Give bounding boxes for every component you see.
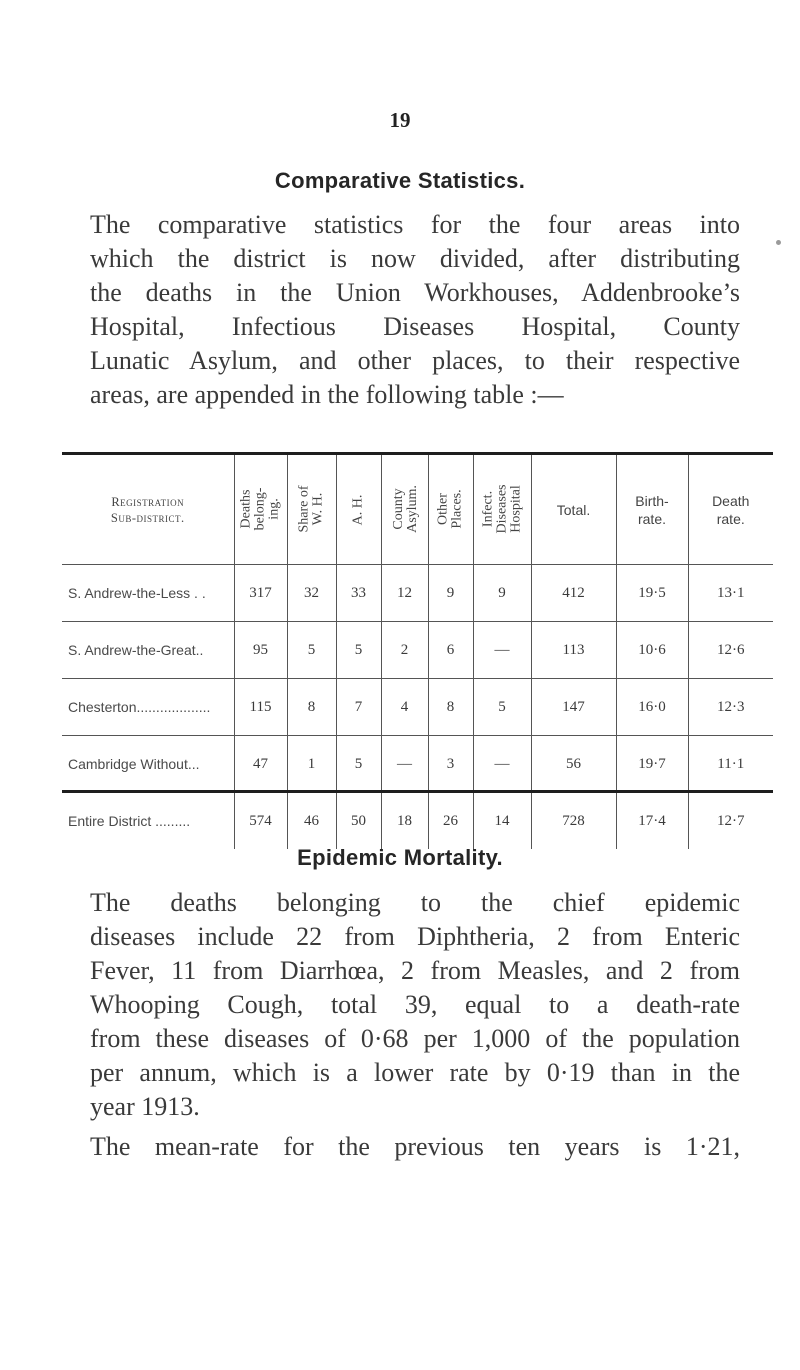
mean-rate-paragraph xyxy=(90,1130,740,1164)
cell-ah: 7 xyxy=(336,679,381,736)
table-row xyxy=(62,622,773,679)
header-text: Asylum. xyxy=(404,485,420,533)
cell-deaths-belonging: 95 xyxy=(234,622,287,679)
cell-infect-diseases-hospital: — xyxy=(473,736,531,793)
cell-infect-diseases-hospital: 14 xyxy=(473,793,531,850)
cell-share-of-wh: 46 xyxy=(287,793,336,850)
paragraph-line: per annum, which is a lower rate by 0·19 than in the xyxy=(90,1058,740,1087)
cell-other-places: 8 xyxy=(428,679,473,736)
header-death-rate xyxy=(688,455,773,565)
cell-infect-diseases-hospital: 5 xyxy=(473,679,531,736)
header-text: rate. xyxy=(716,510,745,527)
cell-total: 147 xyxy=(531,679,616,736)
paragraph-line: year 1913. xyxy=(90,1092,200,1121)
row-label: Cambridge Without... xyxy=(62,736,234,793)
cell-other-places: 26 xyxy=(428,793,473,850)
header-county-asylum xyxy=(381,455,428,565)
cell-share-of-wh: 32 xyxy=(287,565,336,622)
cell-share-of-wh: 1 xyxy=(287,736,336,793)
cell-total: 412 xyxy=(531,565,616,622)
header-share-of-wh xyxy=(287,455,336,565)
paragraph-line: Fever, 11 from Diarrhœa, 2 from Measles, and 2 from xyxy=(90,956,740,985)
table-bottom-rule xyxy=(62,790,773,793)
row-label: Chesterton................... xyxy=(62,679,234,736)
paragraph-line: diseases include 22 from Diphtheria, 2 from Enteric xyxy=(90,922,740,951)
cell-death-rate: 12·6 xyxy=(688,622,773,679)
paragraph-line: Whooping Cough, total 39, equal to a death-rate xyxy=(90,990,740,1019)
paragraph-line: The mean-rate for the previous ten years is 1·21, xyxy=(90,1132,740,1161)
header-text: Infect. xyxy=(480,490,495,528)
header-text: A. H. xyxy=(350,494,366,525)
header-label-line: Registration xyxy=(111,494,185,509)
paragraph-line: which the district is now divided, after distributing xyxy=(90,244,740,273)
header-text: Share of xyxy=(296,485,312,533)
header-text: Death xyxy=(712,492,750,509)
cell-birth-rate: 10·6 xyxy=(616,622,688,679)
table-header-row xyxy=(62,455,773,565)
cell-ah: 50 xyxy=(336,793,381,850)
paragraph-line: Hospital, Infectious Diseases Hospital, County xyxy=(90,312,740,341)
cell-birth-rate: 16·0 xyxy=(616,679,688,736)
header-total xyxy=(531,455,616,565)
row-label: S. Andrew-the-Great.. xyxy=(62,622,234,679)
page-number: 19 xyxy=(389,108,411,132)
comparative-statistics-table xyxy=(62,452,773,829)
cell-birth-rate: 17·4 xyxy=(616,793,688,850)
header-text: County xyxy=(390,488,406,530)
cell-death-rate: 12·7 xyxy=(688,793,773,850)
cell-total: 728 xyxy=(531,793,616,850)
header-birth-rate xyxy=(616,455,688,565)
margin-mark xyxy=(776,240,781,245)
cell-ah: 5 xyxy=(336,736,381,793)
header-text: Places. xyxy=(449,489,465,529)
header-text: ing. xyxy=(266,498,282,520)
cell-ah: 5 xyxy=(336,622,381,679)
header-label-line: Sub-district. xyxy=(110,510,185,525)
paragraph-line: areas, are appended in the following table :— xyxy=(90,380,564,409)
cell-county-asylum: 2 xyxy=(381,622,428,679)
comparative-statistics-paragraph xyxy=(90,208,740,412)
header-ah xyxy=(336,455,381,565)
cell-infect-diseases-hospital: 9 xyxy=(473,565,531,622)
cell-total: 56 xyxy=(531,736,616,793)
cell-county-asylum: 4 xyxy=(381,679,428,736)
row-label: Entire District ......... xyxy=(68,813,191,829)
cell-county-asylum: 12 xyxy=(381,565,428,622)
cell-total: 113 xyxy=(531,622,616,679)
header-text: Birth- xyxy=(635,492,669,509)
cell-death-rate: 12·3 xyxy=(688,679,773,736)
cell-birth-rate: 19·5 xyxy=(616,565,688,622)
cell-share-of-wh: 8 xyxy=(287,679,336,736)
header-deaths-belonging xyxy=(234,455,287,565)
header-registration-sub-district xyxy=(62,455,234,565)
paragraph-line: the deaths in the Union Workhouses, Addenbrooke’s xyxy=(90,278,740,307)
header-text: W. H. xyxy=(310,492,326,526)
cell-deaths-belonging: 317 xyxy=(234,565,287,622)
cell-deaths-belonging: 115 xyxy=(234,679,287,736)
cell-death-rate: 13·1 xyxy=(688,565,773,622)
cell-county-asylum: — xyxy=(381,736,428,793)
cell-other-places: 6 xyxy=(428,622,473,679)
header-infect-diseases-hospital xyxy=(473,455,531,565)
row-label: S. Andrew-the-Less . . xyxy=(62,565,234,622)
table-row xyxy=(62,565,773,622)
header-text: Other xyxy=(435,493,451,525)
paragraph-line: from these diseases of 0·68 per 1,000 of the population xyxy=(90,1024,740,1053)
header-other-places xyxy=(428,455,473,565)
cell-deaths-belonging: 574 xyxy=(234,793,287,850)
paragraph-line: The comparative statistics for the four areas into xyxy=(90,210,740,239)
epidemic-mortality-heading: Epidemic Mortality. xyxy=(297,845,503,870)
paragraph-line: Lunatic Asylum, and other places, to their respective xyxy=(90,346,740,375)
cell-death-rate: 11·1 xyxy=(688,736,773,793)
header-text: Total. xyxy=(556,501,591,518)
cell-infect-diseases-hospital: — xyxy=(473,622,531,679)
cell-county-asylum: 18 xyxy=(381,793,428,850)
cell-other-places: 3 xyxy=(428,736,473,793)
cell-share-of-wh: 5 xyxy=(287,622,336,679)
paragraph-line: The deaths belonging to the chief epidemic xyxy=(90,888,740,917)
cell-ah: 33 xyxy=(336,565,381,622)
epidemic-mortality-paragraph xyxy=(90,886,740,1124)
cell-deaths-belonging: 47 xyxy=(234,736,287,793)
table-row xyxy=(62,793,773,850)
table-row xyxy=(62,736,773,793)
header-text: Deaths xyxy=(238,489,254,529)
cell-birth-rate: 19·7 xyxy=(616,736,688,793)
cell-other-places: 9 xyxy=(428,565,473,622)
comparative-statistics-heading: Comparative Statistics. xyxy=(274,168,526,193)
header-text: rate. xyxy=(637,510,666,527)
header-text: Hospital xyxy=(508,485,523,533)
header-text: belong- xyxy=(252,487,268,531)
header-text: Diseases xyxy=(494,484,509,534)
table-row xyxy=(62,679,773,736)
